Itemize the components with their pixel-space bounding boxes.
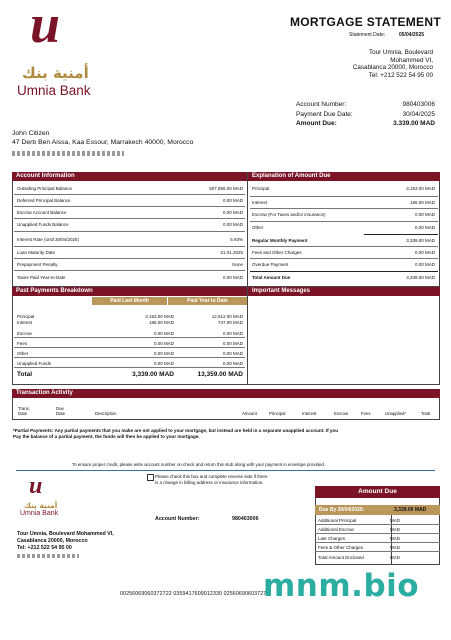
bank-address-line: Tour Umnia, Boulevard — [368, 49, 433, 56]
col-trans-date: Trans. Date — [18, 406, 31, 416]
row-divider — [14, 357, 245, 358]
logo-letter: u — [29, 473, 43, 499]
row-divider — [14, 231, 245, 232]
row-divider — [364, 234, 438, 235]
col-due-date: Due Date — [56, 406, 66, 416]
row-divider — [14, 218, 245, 219]
col-escrow: Escrow — [334, 411, 349, 416]
row-divider — [315, 542, 440, 543]
brand-arabic-name: أمنية بنك — [22, 64, 89, 82]
row-divider — [14, 270, 245, 271]
explanation-header: Explanation of Amount Due — [248, 172, 440, 181]
tear-line — [16, 470, 435, 471]
col-amount: Amount — [242, 411, 257, 416]
row-divider — [315, 524, 440, 525]
paid-ytd-header: Paid Year to Date — [168, 297, 247, 305]
row-divider — [250, 246, 438, 247]
account-number: 980403006 — [402, 101, 435, 108]
payments-box-divider — [247, 287, 248, 385]
account-info-header: Account Information — [12, 172, 247, 181]
statement-title: MORTGAGE STATEMENT — [290, 15, 441, 29]
row-divider — [14, 206, 245, 207]
stub-account-number: 980403006 — [232, 516, 259, 522]
row-divider — [14, 367, 245, 368]
row-divider — [315, 533, 440, 534]
col-interest: Interest — [302, 411, 317, 416]
stub-amount-due-header: Amount Due — [315, 486, 440, 498]
stub-account-number-label: Account Number: — [155, 516, 200, 522]
logo-letter: u — [30, 0, 61, 54]
brand-arabic-name: أمنية بنك — [24, 501, 58, 510]
partial-payments-note: *Partial Payments: Any partial payments that you make are not applied to your mortgage, but instead are held in a separate unapplied account. If you Pay the balance of a partial payment, the funds will then be applied to your mortgage. — [13, 428, 339, 439]
account-number-label: Account Number: — [296, 101, 347, 108]
bank-address-line: Casablanca 20000, Morocco — [352, 64, 433, 72]
row-divider — [250, 258, 438, 259]
brand-name: Umnia Bank — [20, 510, 59, 517]
row-divider — [14, 337, 245, 338]
barcode-number: 00256069060372722 0359417609012330 02560690603727 — [120, 591, 267, 597]
amount-due-label: Amount Due: — [296, 120, 337, 127]
bank-address-line: Mohammed VI, — [390, 56, 433, 64]
due-by-label: Due By 30/04/2025: — [319, 507, 365, 513]
payment-due-date-label: Payment Due Date: — [296, 111, 353, 118]
address-change-text: Please check this box and complete reverse side if there is a change in billing address or insurance information. — [155, 474, 268, 485]
row-divider — [250, 196, 438, 197]
info-box-divider — [247, 172, 248, 287]
past-payments-header: Past Payments Breakdown — [12, 287, 247, 296]
col-fees: Fees — [361, 411, 371, 416]
redacted-text — [17, 554, 79, 558]
row-divider — [14, 347, 245, 348]
customer-name: John Citizen — [12, 130, 50, 137]
row-divider — [250, 208, 438, 209]
bank-address — [353, 49, 433, 79]
row-divider — [14, 246, 245, 247]
row-divider — [250, 271, 438, 272]
customer-address: 47 Derb Ben Aissa, Kaa Essour, Marrakech 40000, Morocco — [12, 139, 194, 146]
stub-due-by-row — [315, 505, 440, 515]
watermark: mnm.bio — [263, 568, 420, 604]
statement-date: 05/04/2025 — [399, 32, 425, 38]
row-divider — [14, 194, 245, 195]
row-divider — [14, 258, 245, 259]
col-total: Total — [421, 411, 431, 416]
col-principal: Principal — [269, 411, 286, 416]
row-divider — [315, 551, 440, 552]
brand-name: Umnia Bank — [17, 83, 91, 98]
paid-last-month-header: Paid Last Month — [92, 297, 167, 305]
amount-due: 3.339.00 MAD — [393, 120, 435, 127]
row-divider — [250, 221, 438, 222]
stub-address: Tour Umnia, Boulevard Mohammed VI, Casablanca 20000, Morocco Tel: +212 522 54 95 00 — [17, 531, 114, 551]
transactions-header: Transaction Activity — [12, 389, 440, 398]
address-change-checkbox[interactable] — [147, 474, 154, 481]
statement-date-label: Statement Date: — [349, 32, 386, 38]
due-by-value: 3,339.00 MAD — [394, 507, 427, 513]
redacted-text — [12, 151, 124, 156]
important-messages-header: Important Messages — [248, 287, 440, 296]
col-unapplied: Unapplied* — [385, 411, 407, 416]
col-description: Description — [95, 411, 117, 416]
bank-address-line: Tel: +212 522 54 95 00 — [368, 71, 433, 79]
stub-instructions: To ensure proper credit, please write account number on check and return this stub along with your payment in envelope provided. — [72, 462, 326, 467]
payment-due-date: 30/04/2025 — [402, 111, 435, 118]
